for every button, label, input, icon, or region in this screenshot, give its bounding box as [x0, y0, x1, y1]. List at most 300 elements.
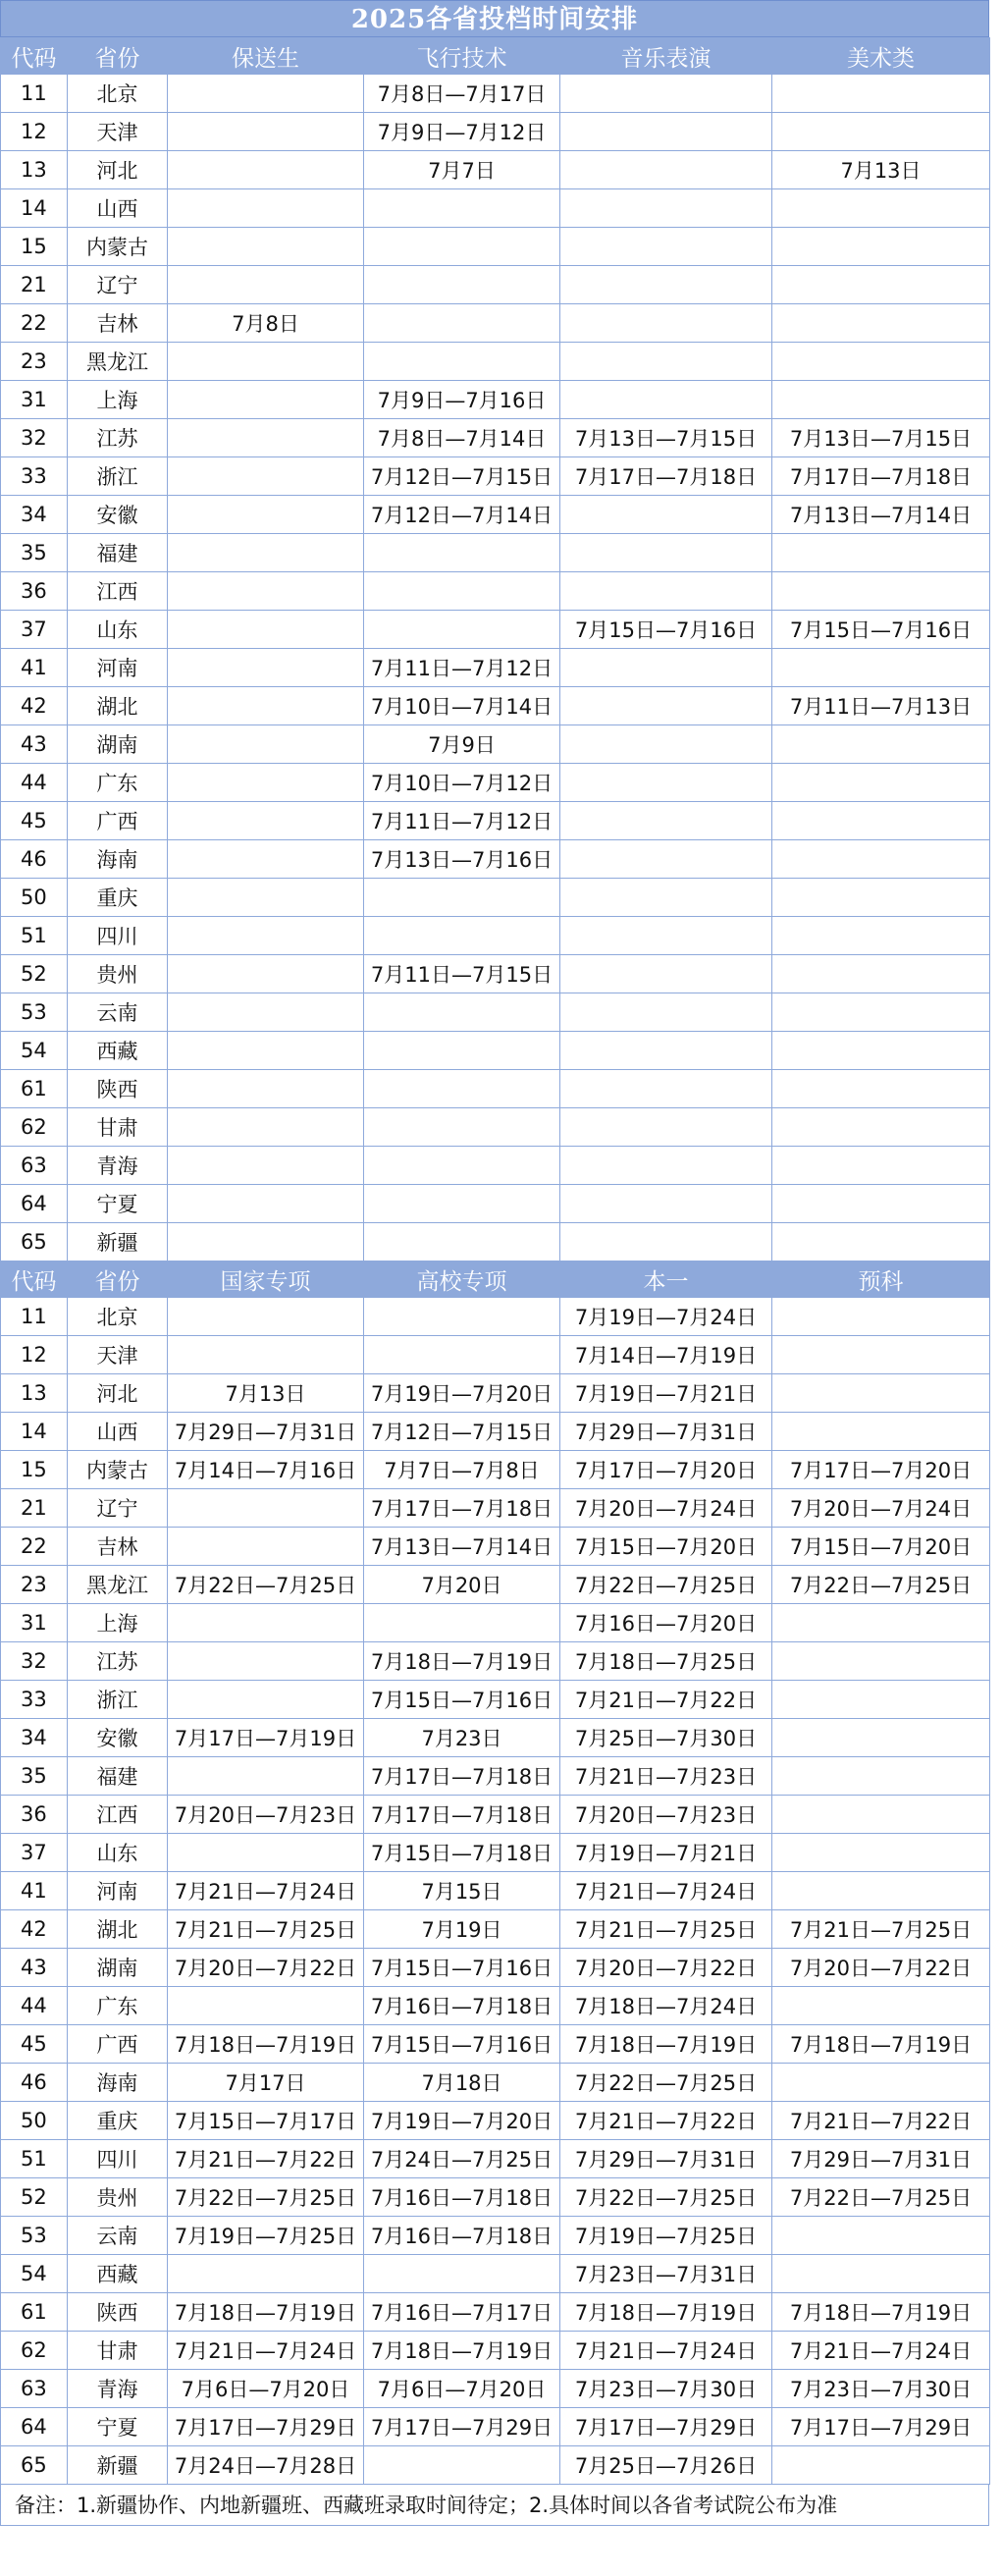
province-cell: 湖北	[68, 1910, 168, 1949]
col6-cell	[772, 993, 990, 1032]
code-cell: 35	[1, 534, 68, 572]
code-cell: 65	[1, 1223, 68, 1261]
col5-cell: 7月16日—7月20日	[560, 1604, 772, 1642]
table-row	[1, 1070, 990, 1108]
col6-cell	[772, 840, 990, 879]
code-cell: 31	[1, 1604, 68, 1642]
col6-cell	[772, 2064, 990, 2102]
code-cell: 62	[1, 1108, 68, 1147]
table-row	[1, 1528, 990, 1566]
province-cell: 北京	[68, 75, 168, 113]
table-row	[1, 611, 990, 649]
col3-cell	[168, 1147, 364, 1185]
col4-cell	[364, 1223, 560, 1261]
code-cell: 54	[1, 2255, 68, 2293]
col3-cell: 7月18日—7月19日	[168, 2025, 364, 2064]
col6-cell: 7月23日—7月30日	[772, 2370, 990, 2408]
col4-cell: 7月6日—7月20日	[364, 2370, 560, 2408]
col6-cell: 7月20日—7月24日	[772, 1489, 990, 1528]
col3-cell	[168, 764, 364, 802]
col5-cell	[560, 879, 772, 917]
col5-cell: 7月17日—7月18日	[560, 457, 772, 496]
col5-cell	[560, 113, 772, 151]
table-row	[1, 2370, 990, 2408]
col3-cell: 7月21日—7月24日	[168, 1872, 364, 1910]
col4-cell: 7月11日—7月12日	[364, 802, 560, 840]
col6-cell	[772, 75, 990, 113]
province-cell: 重庆	[68, 2102, 168, 2140]
table-row	[1, 955, 990, 993]
table-row	[1, 993, 990, 1032]
table-row	[1, 1185, 990, 1223]
section1-header-row	[1, 38, 990, 75]
col6-cell: 7月15日—7月20日	[772, 1528, 990, 1566]
table-row	[1, 151, 990, 189]
province-cell: 重庆	[68, 879, 168, 917]
col6-cell	[772, 1757, 990, 1796]
col4-cell	[364, 879, 560, 917]
col5-cell: 7月22日—7月25日	[560, 2178, 772, 2217]
table-row	[1, 649, 990, 687]
code-cell: 37	[1, 611, 68, 649]
col3-cell: 7月20日—7月23日	[168, 1796, 364, 1834]
col3-cell	[168, 228, 364, 266]
table-row	[1, 343, 990, 381]
col3-cell	[168, 189, 364, 228]
col6-cell	[772, 917, 990, 955]
col5-cell	[560, 189, 772, 228]
col6-cell	[772, 1413, 990, 1451]
col5-cell: 7月21日—7月22日	[560, 1681, 772, 1719]
col3-cell: 7月13日	[168, 1374, 364, 1413]
table-row	[1, 266, 990, 304]
col3-cell	[168, 1185, 364, 1223]
col3-cell	[168, 1070, 364, 1108]
col5-cell: 7月23日—7月31日	[560, 2255, 772, 2293]
col6-cell	[772, 113, 990, 151]
col4-cell	[364, 993, 560, 1032]
col4-cell: 7月9日—7月16日	[364, 381, 560, 419]
col6-cell	[772, 2255, 990, 2293]
code-cell: 51	[1, 917, 68, 955]
code-cell: 61	[1, 1070, 68, 1108]
col3-cell	[168, 840, 364, 879]
table-row	[1, 1336, 990, 1374]
col3-cell	[168, 151, 364, 189]
col6-cell	[772, 1872, 990, 1910]
province-cell: 河南	[68, 649, 168, 687]
col5-cell	[560, 534, 772, 572]
col5-cell: 7月21日—7月22日	[560, 2102, 772, 2140]
col5-cell: 7月22日—7月25日	[560, 1566, 772, 1604]
code-cell: 11	[1, 1298, 68, 1336]
province-cell: 河北	[68, 1374, 168, 1413]
col5-cell: 7月25日—7月26日	[560, 2446, 772, 2485]
col3-cell	[168, 266, 364, 304]
col6-cell	[772, 1070, 990, 1108]
col4-cell	[364, 1032, 560, 1070]
code-cell: 43	[1, 725, 68, 764]
table-row	[1, 1757, 990, 1796]
code-cell: 52	[1, 2178, 68, 2217]
table-row	[1, 1147, 990, 1185]
col4-cell: 7月7日—7月8日	[364, 1451, 560, 1489]
col6-cell: 7月18日—7月19日	[772, 2293, 990, 2332]
province-cell: 青海	[68, 2370, 168, 2408]
code-cell: 32	[1, 419, 68, 457]
col3-cell	[168, 1987, 364, 2025]
col6-cell	[772, 1834, 990, 1872]
col4-cell	[364, 572, 560, 611]
table-row	[1, 304, 990, 343]
col3-cell	[168, 955, 364, 993]
province-cell: 广西	[68, 802, 168, 840]
province-cell: 云南	[68, 993, 168, 1032]
table-row	[1, 1719, 990, 1757]
table-row	[1, 2064, 990, 2102]
col4-cell	[364, 1108, 560, 1147]
code-cell: 11	[1, 75, 68, 113]
col6-cell	[772, 1336, 990, 1374]
col5-cell	[560, 917, 772, 955]
province-cell: 辽宁	[68, 1489, 168, 1528]
table-row	[1, 1451, 990, 1489]
code-cell: 50	[1, 2102, 68, 2140]
col5-cell: 7月20日—7月23日	[560, 1796, 772, 1834]
col5-cell	[560, 1147, 772, 1185]
province-cell: 青海	[68, 1147, 168, 1185]
col6-cell	[772, 381, 990, 419]
col5-cell	[560, 840, 772, 879]
col3-cell	[168, 1757, 364, 1796]
col4-cell: 7月17日—7月18日	[364, 1796, 560, 1834]
table-row	[1, 1987, 990, 2025]
col5-cell	[560, 151, 772, 189]
code-cell: 35	[1, 1757, 68, 1796]
province-cell: 广西	[68, 2025, 168, 2064]
province-cell: 西藏	[68, 1032, 168, 1070]
col6-cell: 7月18日—7月19日	[772, 2025, 990, 2064]
province-cell: 河北	[68, 151, 168, 189]
table-row	[1, 687, 990, 725]
col4-cell: 7月7日	[364, 151, 560, 189]
code-cell: 42	[1, 687, 68, 725]
table-row	[1, 572, 990, 611]
table-row	[1, 1681, 990, 1719]
col4-cell	[364, 1185, 560, 1223]
col3-cell	[168, 802, 364, 840]
code-cell: 45	[1, 2025, 68, 2064]
province-cell: 贵州	[68, 2178, 168, 2217]
table-row	[1, 534, 990, 572]
col3-cell	[168, 113, 364, 151]
province-cell: 吉林	[68, 1528, 168, 1566]
col4-cell: 7月23日	[364, 1719, 560, 1757]
table-row	[1, 1642, 990, 1681]
col3-cell	[168, 1834, 364, 1872]
province-cell: 辽宁	[68, 266, 168, 304]
province-cell: 云南	[68, 2217, 168, 2255]
col6-cell	[772, 343, 990, 381]
col4-cell: 7月16日—7月18日	[364, 2217, 560, 2255]
code-cell: 63	[1, 2370, 68, 2408]
col5-cell: 7月14日—7月19日	[560, 1336, 772, 1374]
col5-cell: 7月19日—7月25日	[560, 2217, 772, 2255]
col6-cell: 7月17日—7月29日	[772, 2408, 990, 2446]
col3-cell: 7月17日—7月29日	[168, 2408, 364, 2446]
col3-cell	[168, 1223, 364, 1261]
col3-cell	[168, 993, 364, 1032]
col4-cell	[364, 917, 560, 955]
col4-cell: 7月19日—7月20日	[364, 2102, 560, 2140]
province-cell: 四川	[68, 2140, 168, 2178]
col5-cell	[560, 572, 772, 611]
col4-cell: 7月12日—7月15日	[364, 457, 560, 496]
col3-cell: 7月21日—7月24日	[168, 2332, 364, 2370]
section2-body	[1, 1261, 990, 2485]
col5-cell	[560, 304, 772, 343]
col4-cell: 7月9日	[364, 725, 560, 764]
province-cell: 陕西	[68, 2293, 168, 2332]
col5-cell: 7月15日—7月16日	[560, 611, 772, 649]
table-row	[1, 1566, 990, 1604]
table-row	[1, 189, 990, 228]
col5-cell	[560, 1070, 772, 1108]
col4-cell: 7月12日—7月14日	[364, 496, 560, 534]
table-row	[1, 457, 990, 496]
province-cell: 广东	[68, 1987, 168, 2025]
table-row	[1, 1834, 990, 1872]
col6-cell	[772, 572, 990, 611]
table-row	[1, 2178, 990, 2217]
col5-cell: 7月22日—7月25日	[560, 2064, 772, 2102]
province-cell: 浙江	[68, 457, 168, 496]
province-cell: 广东	[68, 764, 168, 802]
col4-cell: 7月17日—7月18日	[364, 1489, 560, 1528]
col4-cell	[364, 228, 560, 266]
col4-cell: 7月16日—7月18日	[364, 2178, 560, 2217]
col4-cell: 7月20日	[364, 1566, 560, 1604]
col5-cell: 7月18日—7月19日	[560, 2293, 772, 2332]
col4-cell: 7月19日	[364, 1910, 560, 1949]
col3-cell: 7月22日—7月25日	[168, 1566, 364, 1604]
col4-cell: 7月16日—7月18日	[364, 1987, 560, 2025]
col4-cell: 7月13日—7月16日	[364, 840, 560, 879]
col3-cell	[168, 1604, 364, 1642]
column-header: 高校专项	[364, 1261, 560, 1298]
province-cell: 山西	[68, 189, 168, 228]
col3-cell	[168, 343, 364, 381]
table-row	[1, 917, 990, 955]
section2-header-row	[1, 1261, 990, 1298]
col5-cell: 7月13日—7月15日	[560, 419, 772, 457]
col6-cell: 7月22日—7月25日	[772, 2178, 990, 2217]
province-cell: 海南	[68, 2064, 168, 2102]
col4-cell: 7月16日—7月17日	[364, 2293, 560, 2332]
col3-cell: 7月17日—7月19日	[168, 1719, 364, 1757]
col5-cell: 7月19日—7月24日	[560, 1298, 772, 1336]
province-cell: 北京	[68, 1298, 168, 1336]
col3-cell	[168, 1108, 364, 1147]
province-cell: 甘肃	[68, 1108, 168, 1147]
sheet-title: 2025各省投档时间安排	[0, 0, 989, 37]
table-row	[1, 2293, 990, 2332]
col4-cell	[364, 2446, 560, 2485]
col3-cell	[168, 1642, 364, 1681]
col3-cell	[168, 572, 364, 611]
schedule-table	[0, 37, 990, 2485]
col6-cell: 7月15日—7月16日	[772, 611, 990, 649]
footnote: 备注：1.新疆协作、内地新疆班、西藏班录取时间待定；2.具体时间以各省考试院公布为准	[0, 2485, 989, 2526]
code-cell: 31	[1, 381, 68, 419]
col3-cell	[168, 917, 364, 955]
col6-cell: 7月21日—7月25日	[772, 1910, 990, 1949]
col6-cell	[772, 228, 990, 266]
col5-cell: 7月18日—7月24日	[560, 1987, 772, 2025]
col6-cell	[772, 534, 990, 572]
column-header: 国家专项	[168, 1261, 364, 1298]
province-cell: 宁夏	[68, 1185, 168, 1223]
province-cell: 海南	[68, 840, 168, 879]
col4-cell: 7月10日—7月12日	[364, 764, 560, 802]
col3-cell: 7月24日—7月28日	[168, 2446, 364, 2485]
table-row	[1, 381, 990, 419]
province-cell: 安徽	[68, 1719, 168, 1757]
province-cell: 福建	[68, 1757, 168, 1796]
code-cell: 42	[1, 1910, 68, 1949]
col4-cell: 7月15日—7月16日	[364, 1681, 560, 1719]
col5-cell: 7月20日—7月22日	[560, 1949, 772, 1987]
col3-cell: 7月21日—7月25日	[168, 1910, 364, 1949]
table-row	[1, 1223, 990, 1261]
code-cell: 52	[1, 955, 68, 993]
table-row	[1, 1910, 990, 1949]
table-row	[1, 1298, 990, 1336]
province-cell: 江苏	[68, 419, 168, 457]
province-cell: 上海	[68, 381, 168, 419]
col3-cell	[168, 725, 364, 764]
col6-cell: 7月29日—7月31日	[772, 2140, 990, 2178]
code-cell: 41	[1, 649, 68, 687]
col6-cell	[772, 189, 990, 228]
col3-cell: 7月15日—7月17日	[168, 2102, 364, 2140]
col5-cell	[560, 343, 772, 381]
col5-cell: 7月25日—7月30日	[560, 1719, 772, 1757]
col6-cell: 7月11日—7月13日	[772, 687, 990, 725]
col6-cell: 7月13日—7月14日	[772, 496, 990, 534]
province-cell: 西藏	[68, 2255, 168, 2293]
col3-cell: 7月22日—7月25日	[168, 2178, 364, 2217]
province-cell: 江西	[68, 572, 168, 611]
province-cell: 安徽	[68, 496, 168, 534]
province-cell: 内蒙古	[68, 228, 168, 266]
table-row	[1, 2102, 990, 2140]
code-cell: 36	[1, 1796, 68, 1834]
table-row	[1, 1872, 990, 1910]
col4-cell: 7月18日—7月19日	[364, 1642, 560, 1681]
code-cell: 12	[1, 1336, 68, 1374]
table-row	[1, 75, 990, 113]
col3-cell	[168, 534, 364, 572]
code-cell: 14	[1, 1413, 68, 1451]
table-row	[1, 725, 990, 764]
col4-cell: 7月12日—7月15日	[364, 1413, 560, 1451]
col5-cell: 7月19日—7月21日	[560, 1834, 772, 1872]
code-cell: 53	[1, 993, 68, 1032]
col4-cell: 7月8日—7月14日	[364, 419, 560, 457]
col4-cell: 7月13日—7月14日	[364, 1528, 560, 1566]
col6-cell: 7月13日—7月15日	[772, 419, 990, 457]
col3-cell: 7月29日—7月31日	[168, 1413, 364, 1451]
col3-cell: 7月20日—7月22日	[168, 1949, 364, 1987]
col4-cell: 7月10日—7月14日	[364, 687, 560, 725]
col3-cell	[168, 1489, 364, 1528]
col5-cell: 7月29日—7月31日	[560, 1413, 772, 1451]
code-cell: 51	[1, 2140, 68, 2178]
code-cell: 46	[1, 2064, 68, 2102]
col3-cell	[168, 687, 364, 725]
col5-cell	[560, 496, 772, 534]
col6-cell: 7月13日	[772, 151, 990, 189]
col3-cell	[168, 1528, 364, 1566]
col5-cell: 7月29日—7月31日	[560, 2140, 772, 2178]
col3-cell: 7月17日	[168, 2064, 364, 2102]
col3-cell	[168, 1336, 364, 1374]
column-header: 代码	[1, 38, 68, 75]
table-row	[1, 228, 990, 266]
col3-cell: 7月19日—7月25日	[168, 2217, 364, 2255]
col4-cell: 7月11日—7月15日	[364, 955, 560, 993]
col4-cell: 7月11日—7月12日	[364, 649, 560, 687]
table-row	[1, 1032, 990, 1070]
code-cell: 13	[1, 1374, 68, 1413]
table-row	[1, 2255, 990, 2293]
province-cell: 新疆	[68, 1223, 168, 1261]
col4-cell: 7月8日—7月17日	[364, 75, 560, 113]
col4-cell	[364, 343, 560, 381]
province-cell: 甘肃	[68, 2332, 168, 2370]
col5-cell	[560, 993, 772, 1032]
col3-cell: 7月6日—7月20日	[168, 2370, 364, 2408]
col6-cell	[772, 1642, 990, 1681]
col5-cell: 7月19日—7月21日	[560, 1374, 772, 1413]
province-cell: 河南	[68, 1872, 168, 1910]
code-cell: 22	[1, 304, 68, 343]
col6-cell	[772, 304, 990, 343]
col5-cell: 7月23日—7月30日	[560, 2370, 772, 2408]
province-cell: 山东	[68, 611, 168, 649]
col6-cell	[772, 725, 990, 764]
col3-cell: 7月14日—7月16日	[168, 1451, 364, 1489]
code-cell: 44	[1, 1987, 68, 2025]
code-cell: 13	[1, 151, 68, 189]
col4-cell	[364, 1604, 560, 1642]
col6-cell	[772, 1796, 990, 1834]
col4-cell	[364, 2255, 560, 2293]
code-cell: 46	[1, 840, 68, 879]
province-cell: 湖南	[68, 1949, 168, 1987]
code-cell: 21	[1, 1489, 68, 1528]
col3-cell: 7月21日—7月22日	[168, 2140, 364, 2178]
code-cell: 23	[1, 343, 68, 381]
province-cell: 山东	[68, 1834, 168, 1872]
col4-cell: 7月17日—7月29日	[364, 2408, 560, 2446]
table-row	[1, 840, 990, 879]
code-cell: 53	[1, 2217, 68, 2255]
col5-cell	[560, 1223, 772, 1261]
col3-cell	[168, 381, 364, 419]
province-cell: 湖北	[68, 687, 168, 725]
